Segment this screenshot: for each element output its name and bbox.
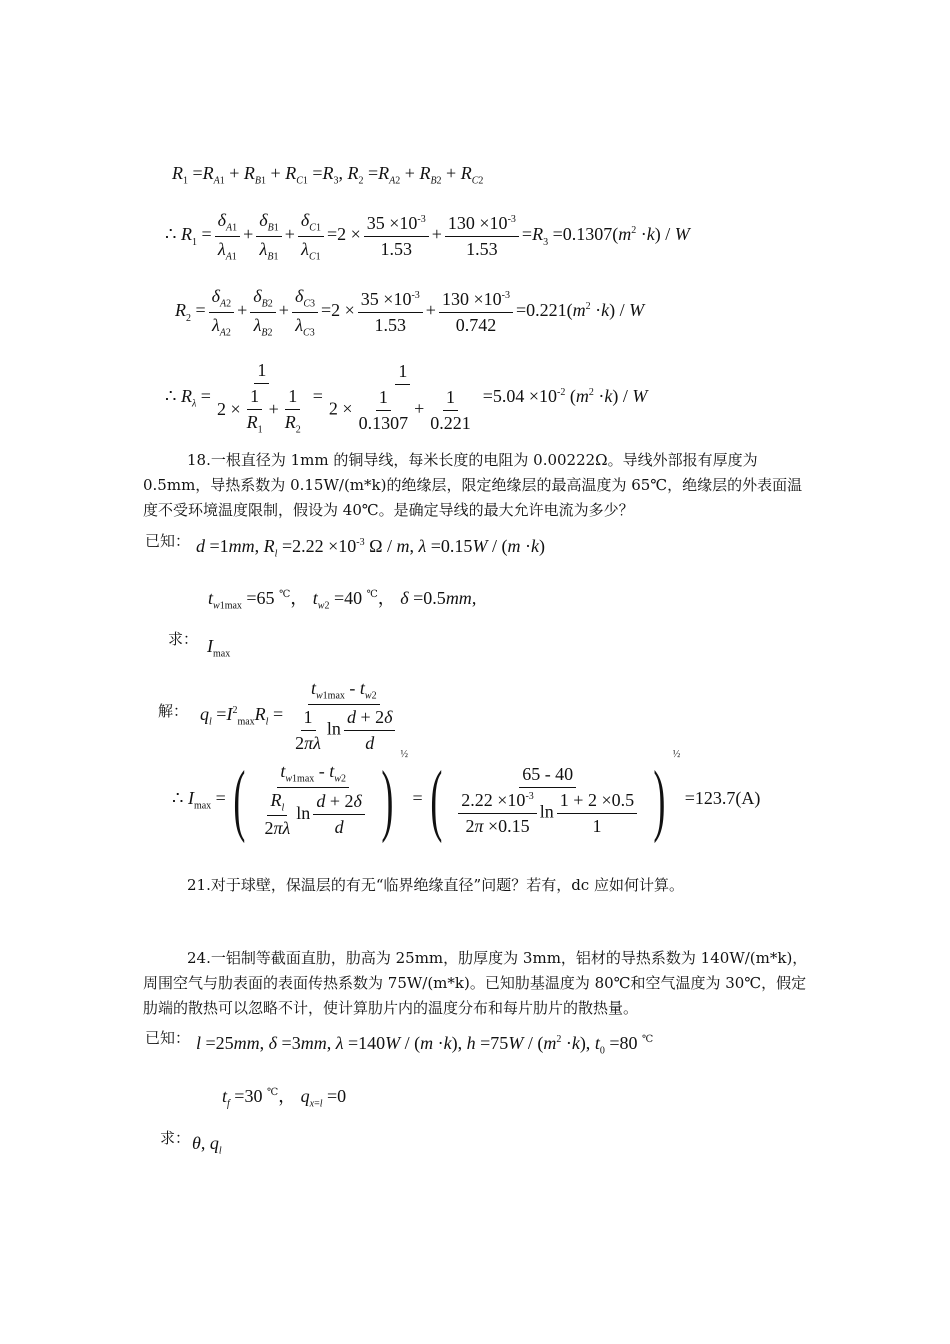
q18-find-value: $I_{max}$ [207,636,231,660]
q18-result: =123.7(A) [684,788,761,809]
q18-known-line2: $t_{w1max} =65$ ℃， $t_{w2} =40$ ℃， δ =0.5mm, [208,588,477,612]
equation-r1-value: ∴ $R_1$ = $\frac{\delta_{A1}}{\lambda_{A1}}$ + $\frac{\delta_{B1}}{\lambda_{B1}}$ + $\frac{\delta_{C1}}{\lambda_{C1}}$ =2 × $\frac{35 \times 10^{-3}}{1.53}$ + $\frac{130 \times 10^{-3}}{1.53}$ $=R_3 =0.1307(m^2 \cdot k) / W$ [165,210,690,263]
q18-known-line1: d =1mm, $R_l =2.22 \times 10^{-3}$ Ω / m, λ =0.15W / (m ·k) [196,536,545,560]
q18-find-label: 求： [168,630,199,648]
q18-paragraph: 18.一根直径为 1mm 的铜导线，每米长度的电阻为 0.00222Ω。导线外部报有厚度为 0.5mm，导热系数为 0.15W/(m*k)的绝缘层，限定绝缘层的最高温度为 65℃，绝缘层的外表面温度不受环境温度限制，假设为 40℃。是确定导线的最大允许电流为多少？ [143,451,803,519]
q24-find-value: θ, $q_l$ [192,1133,222,1157]
q18-known-label: 已知： [145,532,191,550]
q24-known-line1: l =25mm, δ =3mm, λ =140W / (m ·k), $h =75W / (m^2 \cdot k)$, $t_0 =80$ ℃ [196,1033,654,1057]
equation-r-lambda: ∴ $R_\lambda$ = 1 2 × $\frac{1}{R_1}$ + $\frac{1}{R_2}$ = 1 2 × $\frac{1}{0.1307}$ + $\frac{1}{0.221}$ $=5.04 \times 10^{-2}$ $(m^2 \cdot k) / W$ [165,360,648,436]
q18-solution-equation: $q_l =I^2_{max}R_l$ = $t_{w1max} - t_{w2}$ $\frac{1}{2\pi\lambda}$ ln $\frac{d + 2\delta}{d}$ [200,678,404,754]
q24-known-line2: $t_f =30$ ℃， $q_{x=l} =0$ [222,1086,347,1110]
equation-r2-value: $R_2$ = $\frac{\delta_{A2}}{\lambda_{A2}}$ + $\frac{\delta_{B2}}{\lambda_{B2}}$ + $\frac{\delta_{C3}}{\lambda_{C3}}$ =2 × $\frac{35 \times 10^{-3}}{1.53}$ + $\frac{130 \times 10^{-3}}{0.742}$ $=0.221(m^2 \cdot k) / W$ [175,286,645,339]
equation-r1-r2-definition: $R_1 =R_{A1} + R_{B1} + R_{C1} =R_3$, $R_2 =R_{A2} + R_{B2} + R_{C2}$ [172,163,484,187]
q18-solution-label: 解： [158,702,189,720]
q24-paragraph: 24.一铝制等截面直肋，肋高为 25mm，肋厚度为 3mm，铝材的导热系数为 140W/(m*k)，周围空气与肋表面的表面传热系数为 75W/(m*k)。已知肋基温度为 80℃和空气温度为 30℃，假定肋端的散热可以忽略不计，使计算肋片内的温度分布和每片肋片的散热量。 [143,949,808,1017]
q18-imax-equation: ∴ $I_{max}$ =( $t_{w1max} - t_{w2}$ $\frac{R_l}{2\pi\lambda}$ ln $\frac{d + 2\delta}{d}$ )$^{\frac{1}{2}}$ =( 65 - 40 $\frac{2.22 \times 10^{-3}}{2\pi \times 0.15}$ ln $\frac{1 + 2 \times 0.5}{1}$ )$^{\frac{1}{2}}$ =123.7(A) [172,749,761,844]
q21-paragraph: 21.对于球壁，保温层的有无“临界绝缘直径”问题？若有，dc 应如何计算。 [187,876,684,894]
q24-known-label: 已知： [145,1029,191,1047]
q24-find-label: 求： [160,1129,191,1147]
